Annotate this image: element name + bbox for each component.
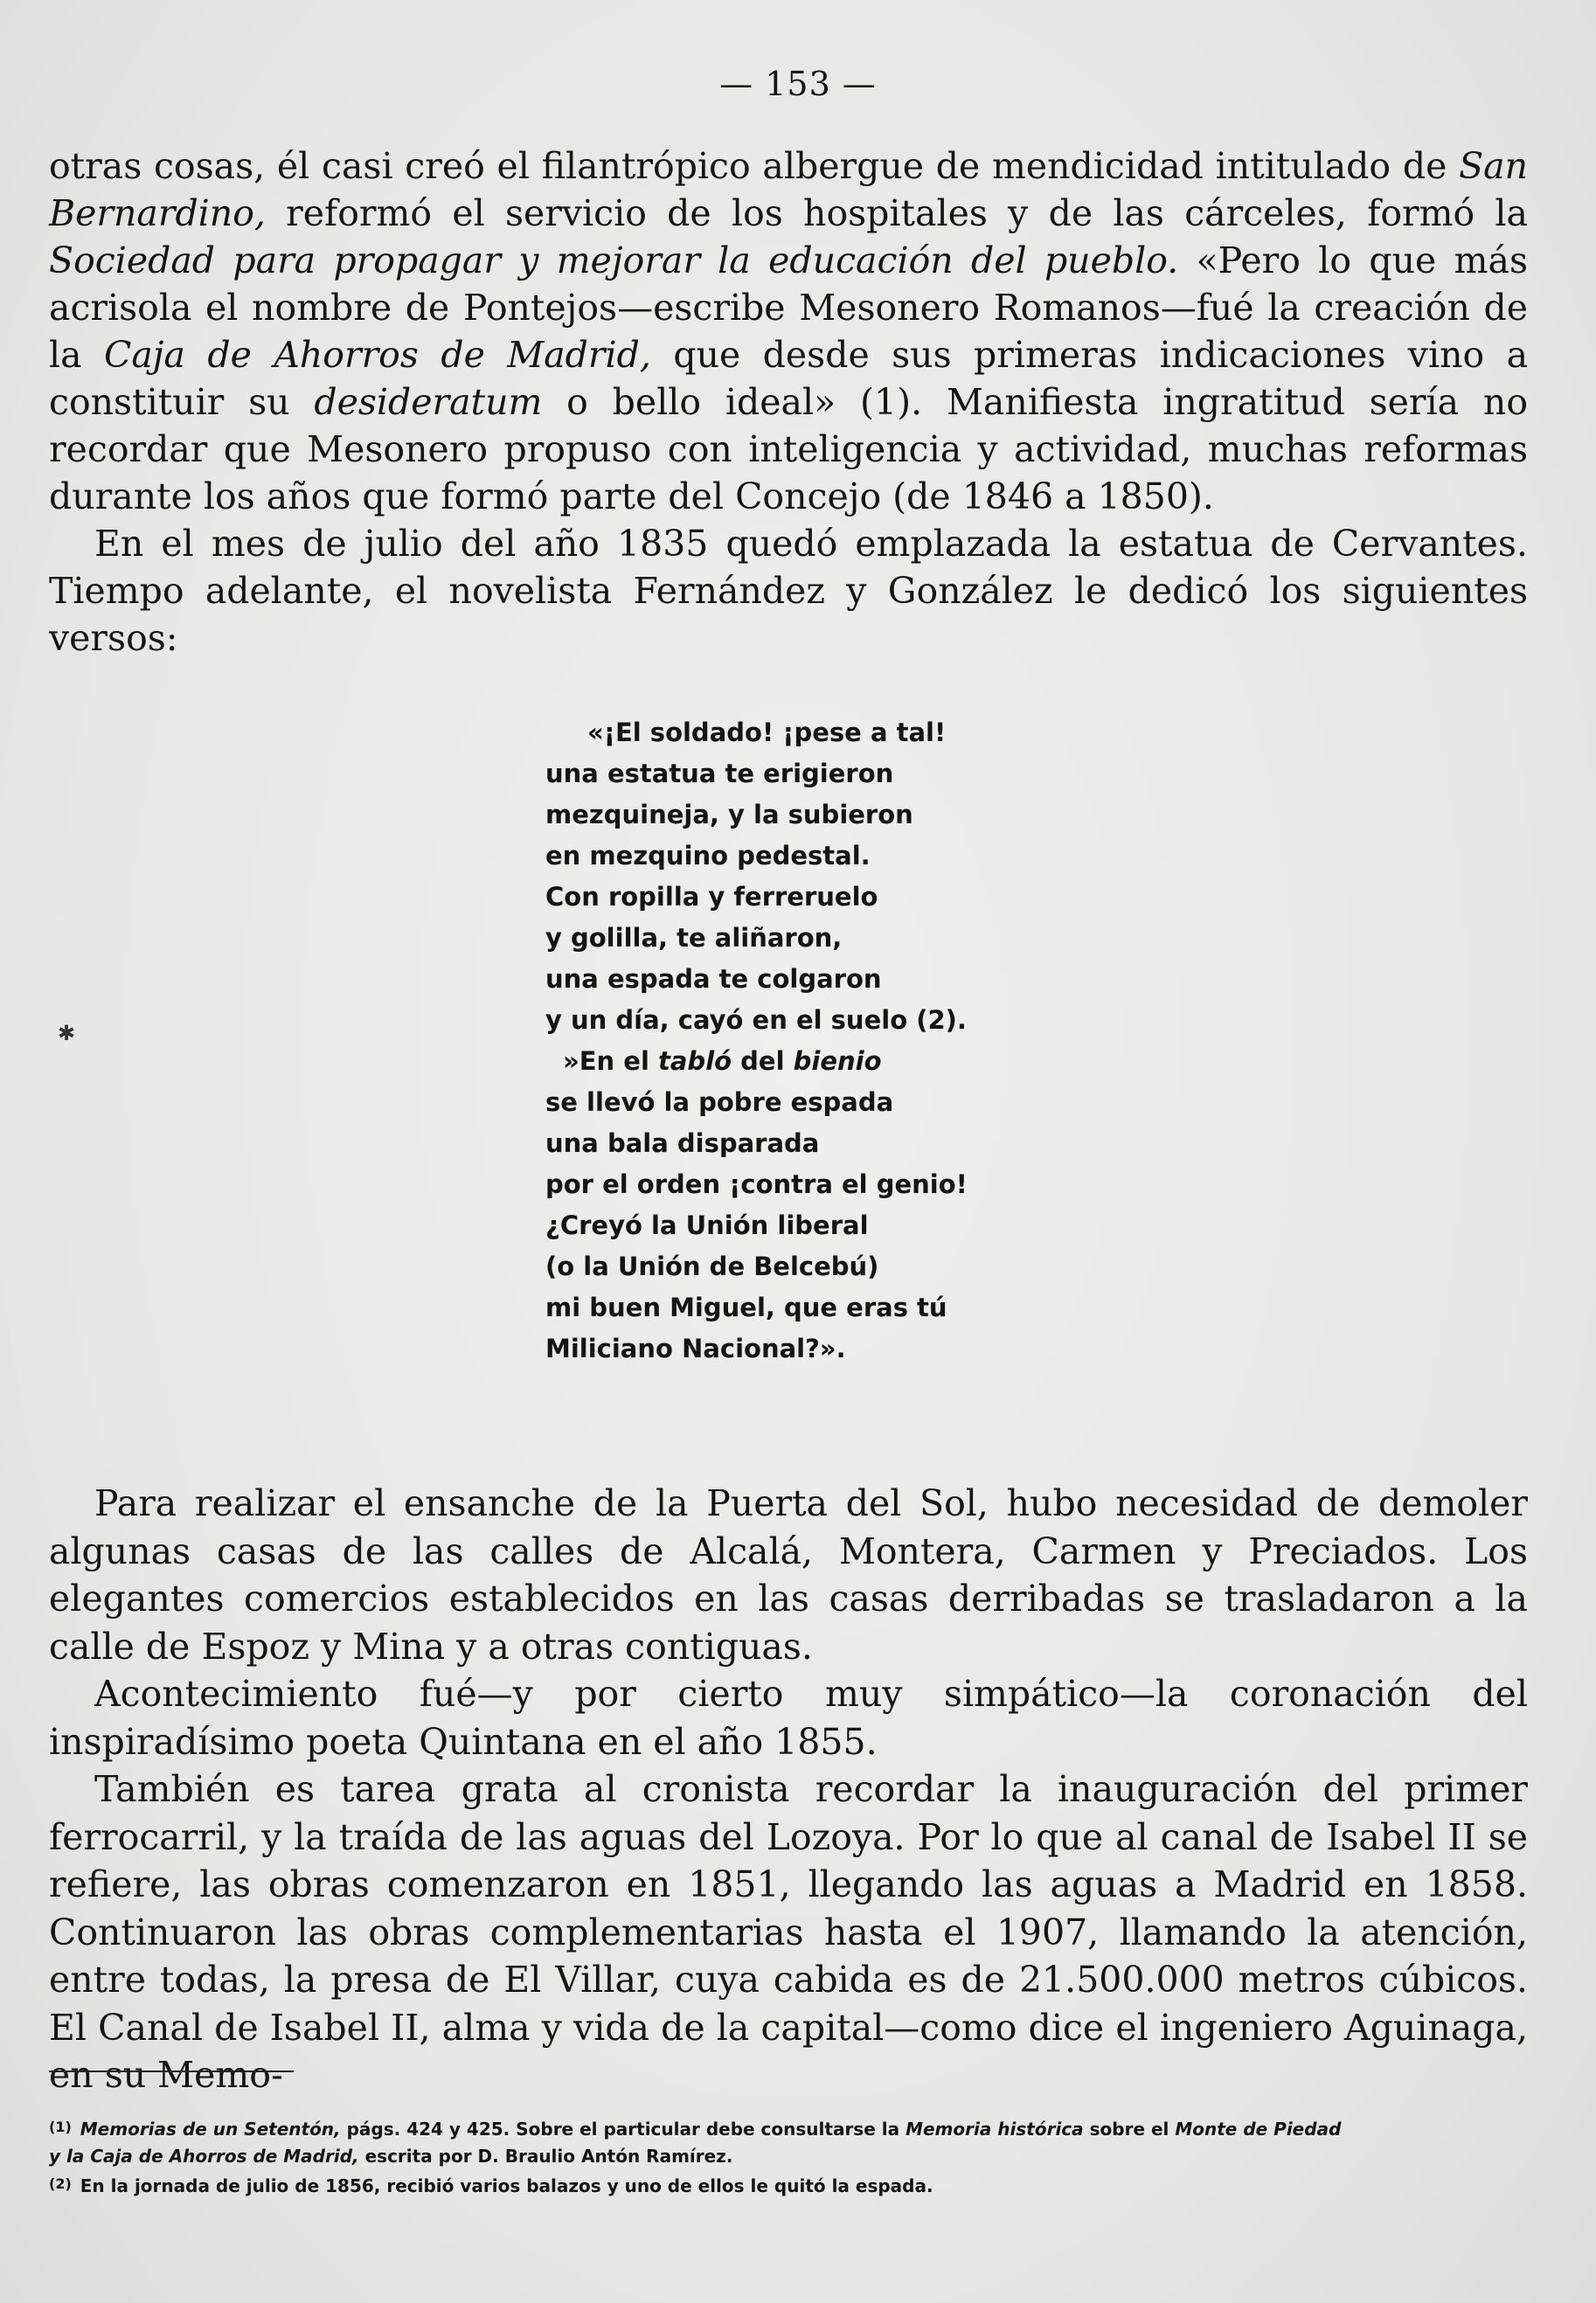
top-text-block xyxy=(49,142,1528,662)
italic-run: tabló xyxy=(658,1046,732,1076)
text-run: En la jornada de julio de 1856, recibió varios balazos y uno de ellos le quitó la espada. xyxy=(80,2175,933,2196)
text-run: reformó el servicio de los hospitales y de las cárceles, formó la xyxy=(265,192,1528,234)
verse-line: Miliciano Nacional?». xyxy=(545,1334,846,1363)
verse-line: en mezquino pedestal. xyxy=(545,841,871,871)
verse-line: Con ropilla y ferreruelo xyxy=(545,882,878,912)
verse-line: ¿Creyó la Unión liberal xyxy=(545,1210,869,1240)
text-run: »En el xyxy=(563,1046,658,1076)
italic-run: Memoria histórica xyxy=(906,2119,1084,2140)
verse-line: y un día, cayó en el suelo (2). xyxy=(545,1005,967,1035)
text-run: del xyxy=(732,1046,794,1076)
page-number: — 153 — xyxy=(719,65,877,103)
text-run: otras cosas, él casi creó el filantrópico albergue de mendicidad intitulado de xyxy=(49,145,1460,187)
paragraph-1 xyxy=(49,142,1528,520)
footnote-1-line-2 xyxy=(49,2143,1528,2170)
verse-line: mezquineja, y la subieron xyxy=(545,800,913,829)
verse-line: (o la Unión de Belcebú) xyxy=(545,1252,879,1281)
italic-run: bienio xyxy=(793,1046,882,1076)
verse-line: una estatua te erigieron xyxy=(545,759,894,788)
italic-run: Sociedad para propagar y mejorar la educación del pueblo. xyxy=(49,239,1179,281)
italic-run: San Bernardino, xyxy=(49,145,1528,234)
footnote-2 xyxy=(49,2170,1528,2200)
verse-line: «¡El soldado! ¡pese a tal! xyxy=(587,718,947,747)
italic-run: desideratum xyxy=(314,381,543,423)
bottom-text-block xyxy=(49,1480,1528,2099)
text-run: sobre el xyxy=(1083,2119,1176,2140)
verse-line: por el orden ¡contra el genio! xyxy=(545,1169,968,1199)
paragraph-3: Para realizar el ensanche de la Puerta del Sol, hubo necesidad de demoler algunas casas de las calles de Alcalá, Montera, Carmen y Preciados. Los elegantes comercios establecidos en las casas derribadas se trasladaron a la calle de Espoz y Mina y a otras contiguas. xyxy=(49,1482,1528,1668)
paragraph-5: También es tarea grata al cronista recordar la inauguración del primer ferrocarril, y la traída de las aguas del Lozoya. Por lo que al canal de Isabel II se refiere, las obras comenzaron en 1851, llegando las aguas a Madrid en 1858. Continuaron las obras complementarias hasta el 1907, llamando la atención, entre todas, la presa de El Villar, cuya cabida es de 21.500.000 metros cúbicos. El Canal de Isabel II, alma y vida de la capital—como dice el ingeniero Aguinaga, en su Memo- xyxy=(49,1768,1528,2096)
text-run: o bello ideal» (1). Manifiesta ingratitud sería no recordar que Mesonero propuso con inteligencia y actividad, muchas reformas durante los años que formó parte del Concejo (de 1846 a 1850). xyxy=(49,381,1528,517)
footnote-1-line-1 xyxy=(49,2113,1528,2143)
text-run: escrita por D. Braulio Antón Ramírez. xyxy=(358,2146,733,2167)
italic-run: Memorias de un Setentón, xyxy=(80,2119,341,2140)
ink-speck-icon: ✱ xyxy=(58,1021,76,1045)
text-run: «Pero lo que más acrisola el nombre de Pontejos—escribe Mesonero Romanos—fué la creación de la xyxy=(49,239,1528,376)
text-run: que desde sus primeras indicaciones vino a constituir su xyxy=(49,334,1529,423)
verse-line: se llevó la pobre espada xyxy=(545,1087,894,1117)
paragraph-4: Acontecimiento fué—y por cierto muy simpático—la coronación del inspiradísimo poeta Quintana en el año 1855. xyxy=(49,1673,1528,1763)
verse-line: mi buen Miguel, que eras tú xyxy=(545,1293,947,1322)
footnote-mark: (1) xyxy=(49,2119,72,2135)
paragraph-2: En el mes de julio del año 1835 quedó emplazada la estatua de Cervantes. Tiempo adelante, el novelista Fernández y González le dedicó los siguientes versos: xyxy=(49,523,1528,659)
text-run: págs. 424 y 425. Sobre el particular debe consultarse la xyxy=(340,2119,906,2140)
italic-run: Caja de Ahorros de Madrid, xyxy=(103,334,651,376)
footnote-mark: (2) xyxy=(49,2175,72,2192)
footnote-divider xyxy=(49,2071,294,2072)
verse-line: una bala disparada xyxy=(545,1128,820,1158)
verse-line: y golilla, te aliñaron, xyxy=(545,923,843,953)
italic-run: y la Caja de Ahorros de Madrid, xyxy=(49,2146,359,2167)
italic-run: Monte de Piedad xyxy=(1175,2119,1342,2140)
verse-block xyxy=(545,712,1157,1370)
footnotes xyxy=(49,2113,1528,2200)
verse-line: una espada te colgaron xyxy=(545,964,882,994)
verse-line xyxy=(545,1041,1157,1082)
